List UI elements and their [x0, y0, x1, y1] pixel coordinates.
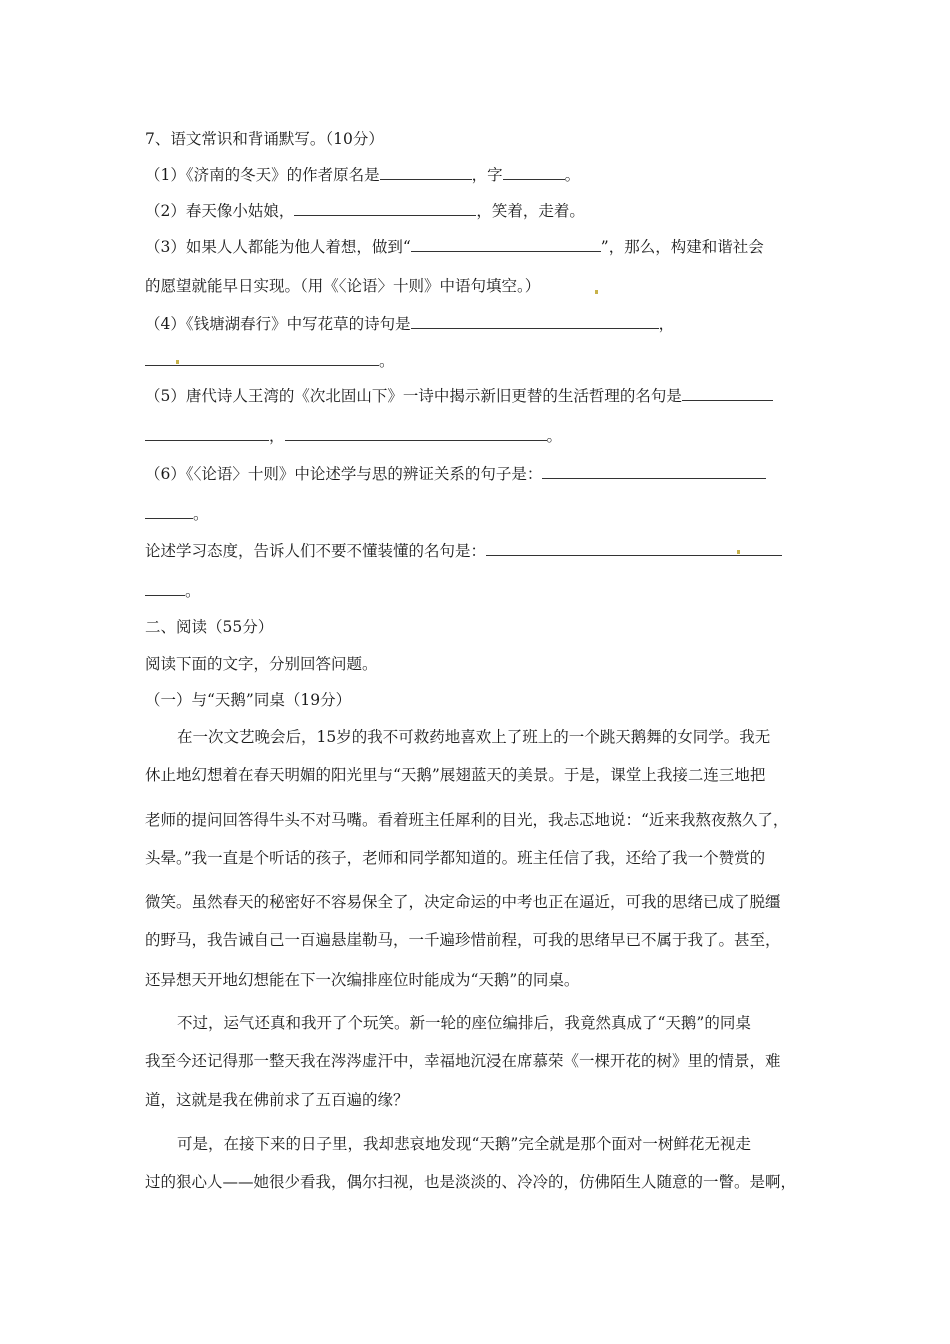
blank-line — [411, 236, 601, 252]
blank-line — [380, 164, 472, 180]
blank-line — [145, 350, 379, 366]
q7-item-6-cont — [145, 503, 209, 524]
q7-item-5-text-c: 。 — [546, 427, 563, 445]
q7-item-3-text: （3）如果人人都能为他人着想，做到“ — [145, 238, 411, 256]
q7-item-5-cont — [145, 425, 562, 446]
blank-line — [285, 425, 547, 441]
blank-line — [145, 580, 185, 596]
q7-item-1-text: （1）《济南的冬天》的作者原名是 — [145, 166, 380, 184]
q7-item-6-text-b: 。 — [193, 505, 209, 523]
scan-speck — [737, 550, 740, 554]
section-2-instruction: 阅读下面的文字，分别回答问题。 — [145, 655, 378, 673]
q7-item-5-text: （5）唐代诗人王湾的《次北固山下》一诗中揭示新旧更替的生活哲理的名句是 — [145, 387, 682, 405]
blank-line — [542, 463, 766, 479]
q7-item-3-text-b: ”，那么，构建和谐社会 — [600, 238, 764, 256]
q7-item-2-text: （2）春天像小姑娘， — [145, 202, 295, 220]
q7-item-4-text-c: 。 — [379, 352, 395, 370]
passage-line: 道，这就是我在佛前求了五百遍的缘？ — [145, 1091, 409, 1109]
q7-item-3-cont: 的愿望就能早日实现。（用《〈论语〉十则》中语句填空。） — [145, 277, 541, 295]
passage-title: （一）与“天鹅”同桌（19分） — [145, 691, 352, 709]
passage-line: 我至今还记得那一整天我在涔涔虚汗中，幸福地沉浸在席慕荣《一棵开花的树》里的情景，难 — [145, 1052, 781, 1070]
q7-item-2-text-b: ，笑着，走着。 — [476, 202, 585, 220]
q7-item-3 — [145, 236, 764, 257]
passage-line: 老师的提问回答得牛头不对马嘴。看着班主任犀利的目光，我忐忑地说：“近来我熬夜熬久了， — [145, 811, 789, 829]
passage-line: 的野马，我告诫自己一百遍悬崖勒马，一千遍珍惜前程，可我的思绪早已不属于我了。甚至， — [145, 931, 781, 949]
passage-line: 不过，运气还真和我开了个玩笑。新一轮的座位编排后，我竟然真成了“天鹅”的同桌 — [177, 1014, 751, 1032]
section-2-title: 二、阅读（55分） — [145, 618, 274, 636]
passage-line: 微笑。虽然春天的秘密好不容易保全了，决定命运的中考也正在逼近，可我的思绪已成了脱缰 — [145, 893, 781, 911]
passage-line: 还异想天开地幻想能在下一次编排座位时能成为“天鹅”的同桌。 — [145, 971, 580, 989]
q7-item-5 — [145, 385, 773, 406]
q7-item-1-text-b: ，字 — [471, 166, 503, 184]
blank-line — [682, 385, 773, 401]
passage-line: 可是，在接下来的日子里，我却悲哀地发现“天鹅”完全就是那个面对一树鲜花无视走 — [177, 1135, 751, 1153]
passage-line: 过的狠心人——她很少看我，偶尔扫视，也是淡淡的、冷冷的，仿佛陌生人随意的一瞥。是啊， — [145, 1173, 797, 1191]
q7-item-6-second-cont — [145, 580, 201, 601]
q7-item-5-text-b: ， — [269, 427, 285, 445]
q7-item-4 — [145, 313, 674, 334]
scan-speck — [176, 360, 179, 364]
question-7-title: 7、语文常识和背诵默写。（10分） — [145, 130, 384, 148]
blank-line — [411, 313, 659, 329]
q7-item-6-text-c: 论述学习态度，告诉人们不要不懂装懂的名句是： — [145, 542, 487, 560]
passage-line: 头晕。”我一直是个听话的孩子，老师和同学都知道的。班主任信了我，还给了我一个赞赏的 — [145, 849, 766, 867]
blank-line — [145, 425, 269, 441]
q7-item-6-text: （6）《〈论语〉十则》中论述学与思的辨证关系的句子是： — [145, 465, 543, 483]
q7-item-6-second — [145, 540, 782, 561]
q7-item-4-cont — [145, 350, 395, 371]
q7-item-1 — [145, 164, 580, 185]
passage-line: 在一次文艺晚会后，15岁的我不可救药地喜欢上了班上的一个跳天鹅舞的女同学。我无 — [177, 728, 771, 746]
q7-item-4-text-b: ， — [658, 315, 675, 333]
blank-line — [503, 164, 565, 180]
blank-line — [145, 503, 193, 519]
q7-item-6 — [145, 463, 766, 484]
q7-item-6-text-d: 。 — [185, 582, 201, 600]
q7-item-4-text: （4）《钱塘湖春行》中写花草的诗句是 — [145, 315, 411, 333]
q7-item-2 — [145, 200, 585, 221]
passage-line: 休止地幻想着在春天明媚的阳光里与“天鹅”展翅蓝天的美景。于是，课堂上我接二连三地把 — [145, 766, 766, 784]
blank-line — [294, 200, 476, 216]
scan-speck — [595, 290, 598, 294]
q7-item-1-text-c: 。 — [564, 166, 581, 184]
